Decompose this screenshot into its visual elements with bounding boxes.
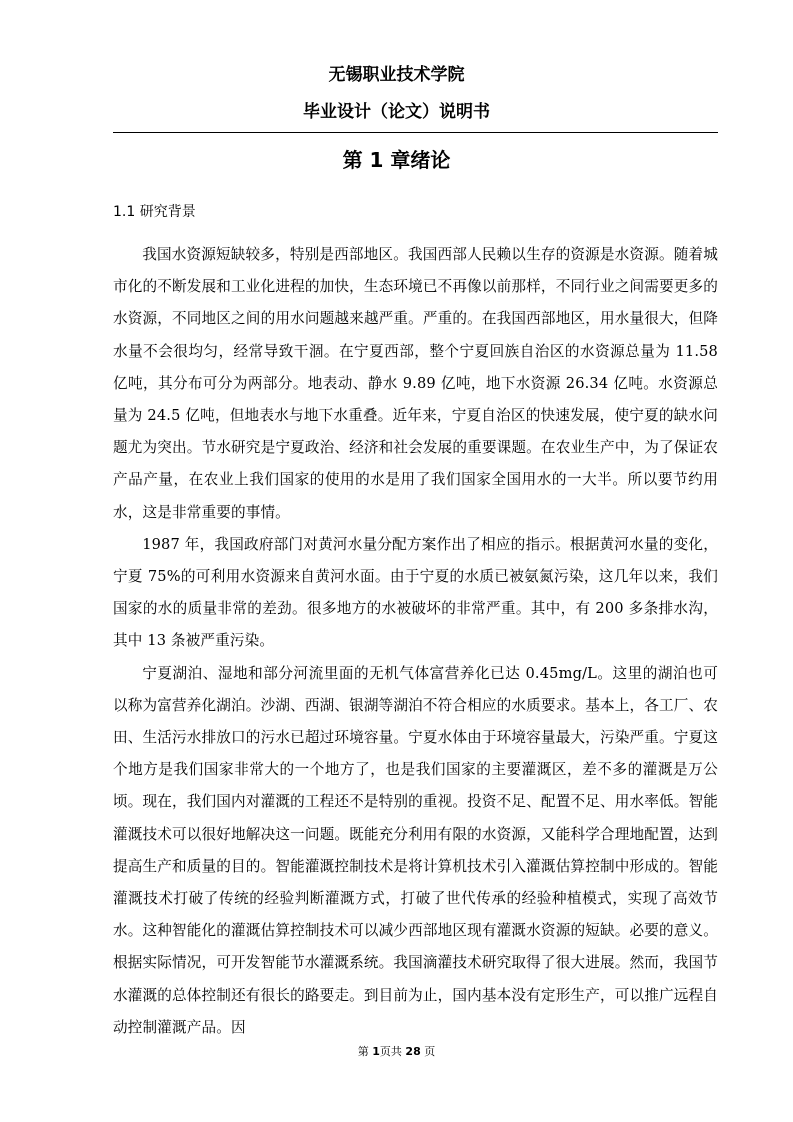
school-name: 无锡职业技术学院 — [328, 65, 465, 85]
page-footer — [0, 1043, 793, 1059]
section-title: 1.1 研究背景 — [113, 204, 196, 220]
footer-middle: 页共 — [379, 1045, 406, 1058]
header-divider — [113, 132, 718, 133]
footer-suffix: 页 — [420, 1045, 436, 1058]
paragraph: 1987 年，我国政府部门对黄河水量分配方案作出了相应的指示。根据黄河水量的变化，宁夏 75%的可利用水资源来自黄河水面。由于宁夏的水质已被氨氮污染，这几年以来，我们国家的水的质量非常的差劲。很多地方的水被破坏的非常严重。其中，有 200 多条排水沟，其中 13 条被严重污染。 — [113, 535, 718, 650]
paragraph: 宁夏湖泊、湿地和部分河流里面的无机气体富营养化已达 0.45mg/L。这里的湖泊也可以称为富营养化湖泊。沙湖、西湖、银湖等湖泊不符合相应的水质要求。基本上，各工厂、农田、生活污水排放口的污水已超过环境容量。宁夏水体由于环境容量最大，污染严重。宁夏这个地方是我们国家非常大的一个地方了，也是我们国家的主要灌溉区，差不多的灌溉是万公顷。现在，我们国内对灌溉的工程还不是特别的重视。投资不足、配置不足、用水率低。智能灌溉技术可以很好地解决这一问题。既能充分利用有限的水资源，又能科学合理地配置，达到提高生产和质量的目的。智能灌溉控制技术是将计算机技术引入灌溉估算控制中形成的。智能灌溉技术打破了传统的经验判断灌溉方式，打破了世代传承的经验种植模式，实现了高效节水。这种智能化的灌溉估算控制技术可以减少西部地区现有灌溉水资源的短缺。必要的意义。根据实际情况，可开发智能节水灌溉系统。我国滴灌技术研究取得了很大进展。然而，我国节水灌溉的总体控制还有很长的路要走。到目前为止，国内基本没有定形生产，可以推广远程自动控制灌溉产品。因 — [113, 664, 718, 1036]
document-title: 毕业设计（论文）说明书 — [303, 102, 490, 122]
chapter-title: 第 1 章绪论 — [342, 148, 451, 172]
body-text — [113, 239, 718, 1044]
footer-prefix: 第 — [357, 1045, 373, 1058]
paragraph: 我国水资源短缺较多，特别是西部地区。我国西部人民赖以生存的资源是水资源。随着城市化的不断发展和工业化进程的加快，生态环境已不再像以前那样，不同行业之间需要更多的水资源，不同地区之间的用水问题越来越严重。严重的。在我国西部地区，用水量很大，但降水量不会很均匀，经常导致干涸。在宁夏西部，整个宁夏回族自治区的水资源总量为 11.58 亿吨，其分布可分为两部分。地表动、静水 9.89 亿吨，地下水资源 26.34 亿吨。水资源总量为 24.5 亿吨，但地表水与地下水重叠。近年来，宁夏自治区的快速发展，使宁夏的缺水问题尤为突出。节水研究是宁夏政治、经济和社会发展的重要课题。在农业生产中，为了保证农产品产量，在农业上我们国家的使用的水是用了我们国家全国用水的一大半。所以要节约用水，这是非常重要的事情。 — [113, 246, 718, 521]
page-number: 1 — [372, 1045, 380, 1058]
total-pages: 28 — [405, 1045, 421, 1058]
